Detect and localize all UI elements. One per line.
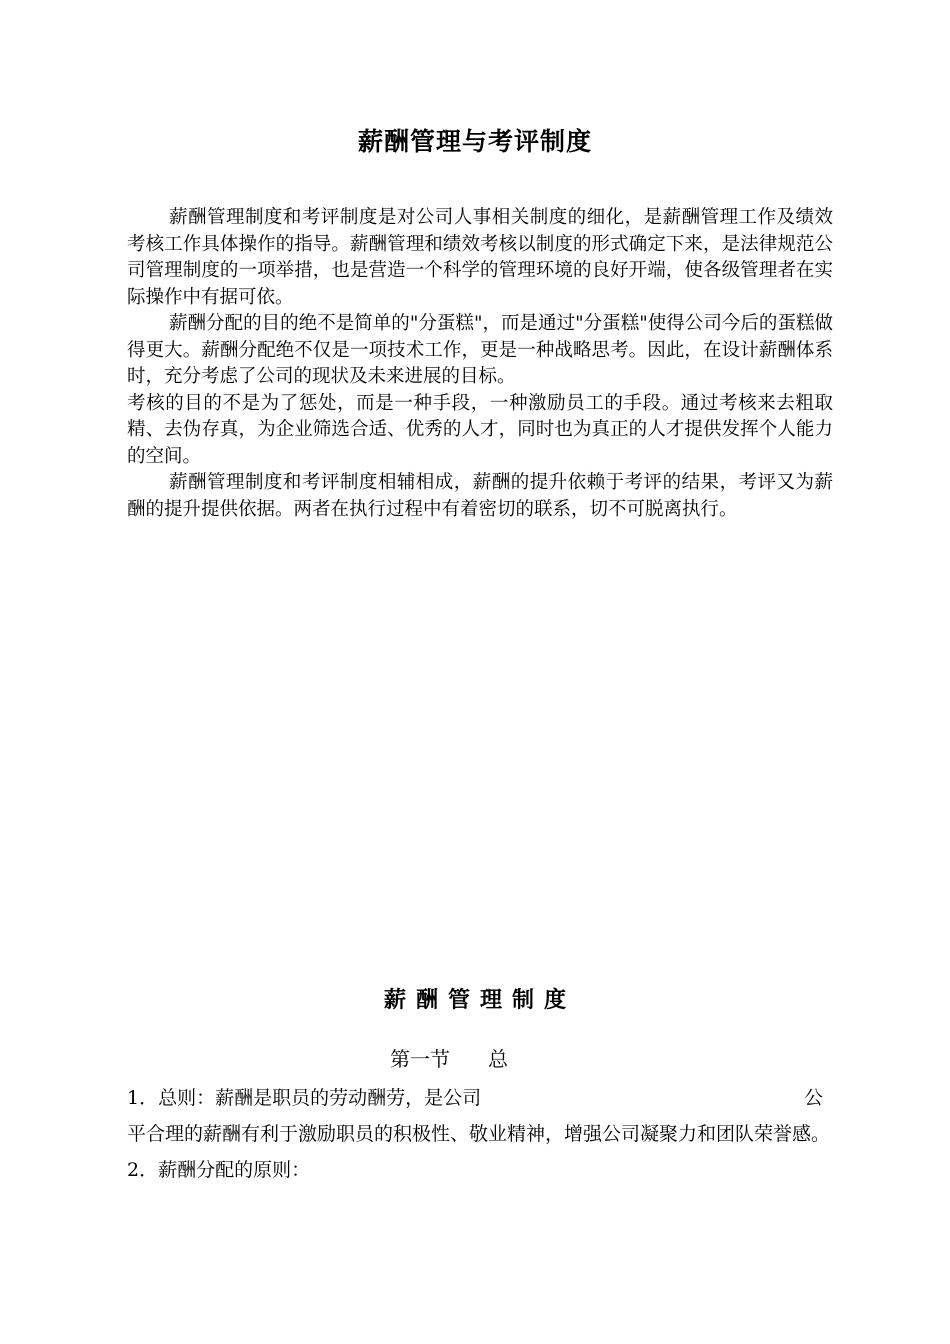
item-1-end: 公 [803, 1087, 823, 1109]
intro-paragraph: 薪酬管理制度和考评制度是对公司人事相关制度的细化，是薪酬管理工作及绩效考核工作具体操作的指导。薪酬管理和绩效考核以制度的形式确定下来，是法律规范公司管理制度的一项举措，也是营造一个科学的管理环境的良好开端，使各级管理者在实际操作中有据可依。 [127, 207, 833, 308]
intro-section [127, 205, 833, 523]
section-subtitle [390, 1044, 508, 1074]
section-body [127, 1080, 833, 1188]
intro-paragraph: 考核的目的不是为了惩处，而是一种手段，一种激励员工的手段。通过考核来去粗取精、去伪存真，为企业筛选合适、优秀的人才，同时也为真正的人才提供发挥个人能力的空间。 [127, 392, 833, 467]
section-title: 薪酬管理制度 [383, 988, 576, 1013]
intro-paragraph: 薪酬管理制度和考评制度相辅相成，薪酬的提升依赖于考评的结果，考评又为薪酬的提升提供依据。两者在执行过程中有着密切的联系，切不可脱离执行。 [127, 472, 833, 520]
intro-paragraph: 薪酬分配的目的绝不是简单的"分蛋糕"，而是通过"分蛋糕"使得公司今后的蛋糕做得更大。薪酬分配绝不仅是一项技术工作，更是一种战略思考。因此，在设计薪酬体系时，充分考虑了公司的现状及未来进展的目标。 [127, 313, 833, 387]
section-subtitle-right: 总 [488, 1047, 508, 1071]
item-2: 2．薪酬分配的原则： [127, 1159, 311, 1181]
document-title: 薪酬管理与考评制度 [357, 127, 592, 156]
section-subtitle-left: 第一节 [390, 1047, 450, 1071]
item-1-first-line [127, 1080, 823, 1116]
item-1-start: 1．总则：薪酬是职员的劳动酬劳，是公司 [127, 1087, 482, 1109]
item-1-continuation: 平合理的薪酬有利于激励职员的积极性、敬业精神，增强公司凝聚力和团队荣誉感。 [127, 1123, 831, 1145]
